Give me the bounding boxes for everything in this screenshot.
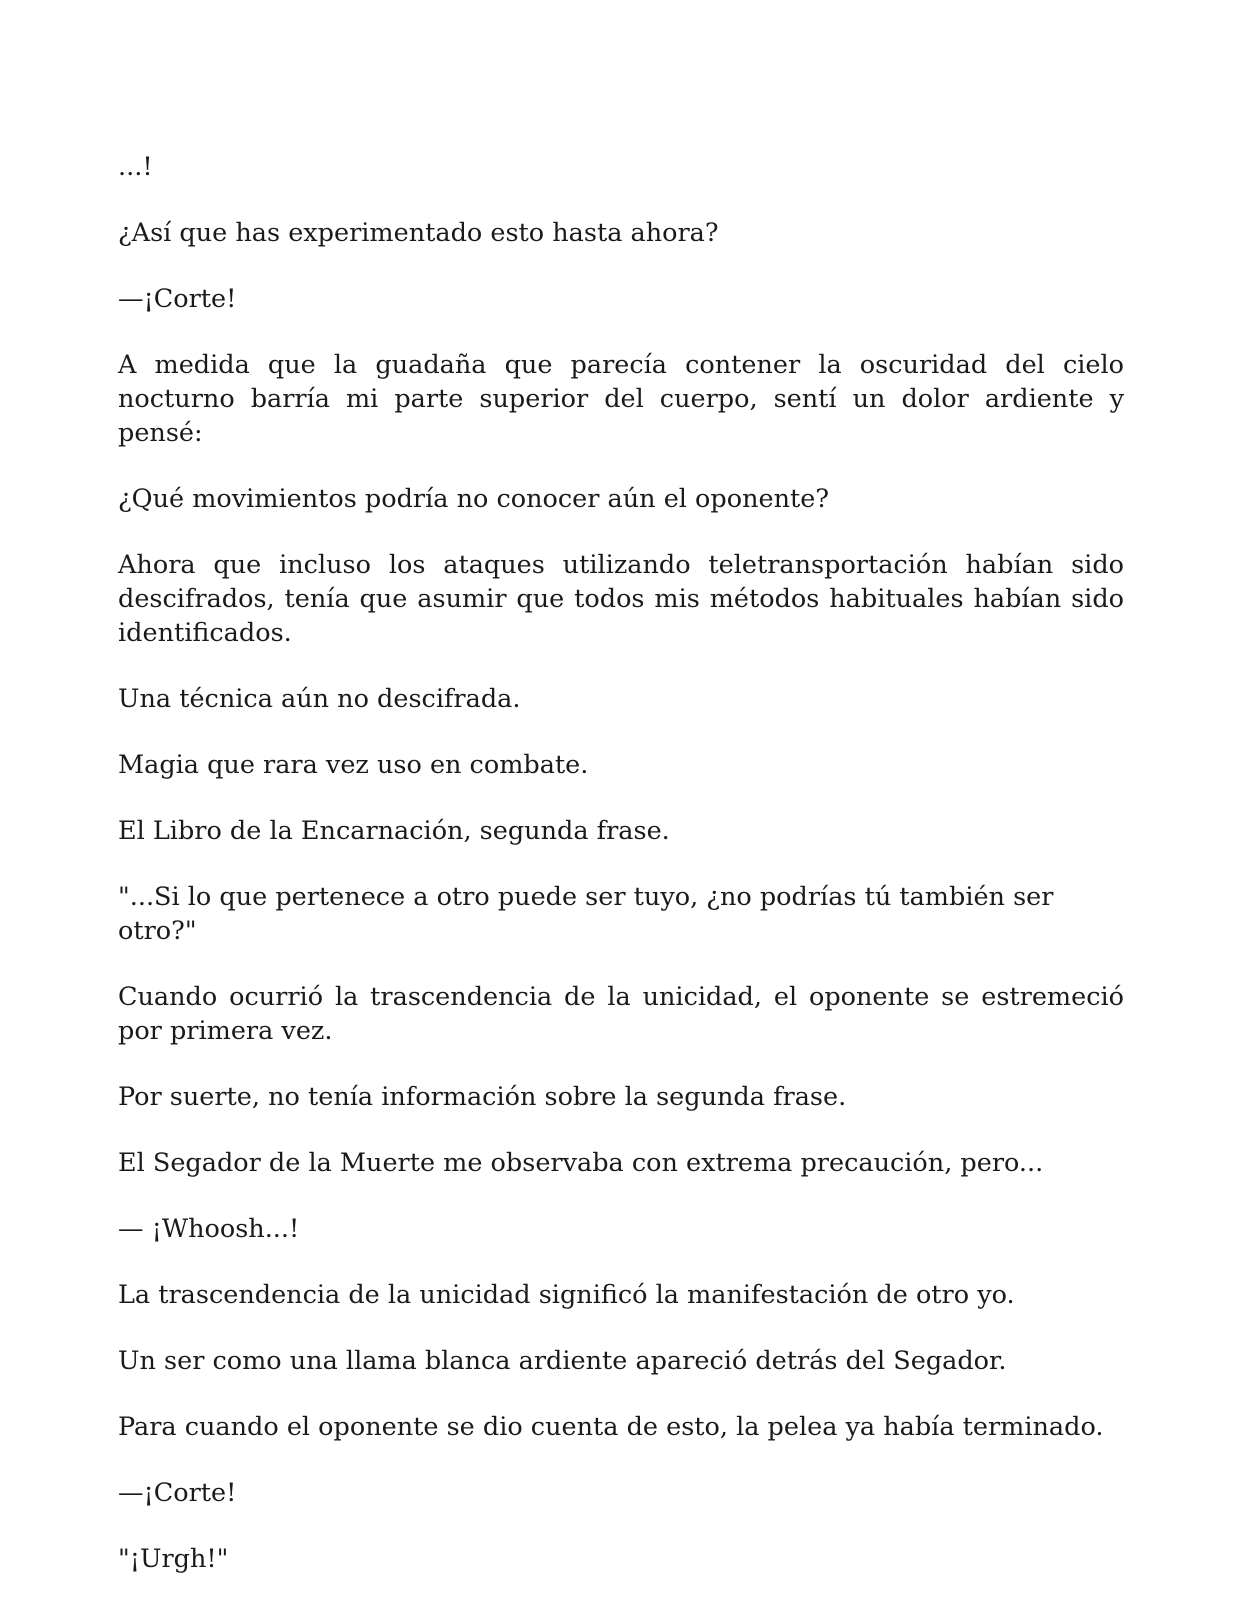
paragraph: —¡Corte! bbox=[118, 1478, 237, 1508]
paragraph: Una técnica aún no descifrada. bbox=[118, 684, 521, 714]
paragraph: "...Si lo que pertenece a otro puede ser tuyo, ¿no podrías tú también ser otro?" bbox=[118, 882, 1054, 946]
paragraph: Para cuando el oponente se dio cuenta de esto, la pelea ya había terminado. bbox=[118, 1412, 1104, 1442]
paragraph: El Segador de la Muerte me observaba con extrema precaución, pero... bbox=[118, 1148, 1044, 1178]
paragraph: La trascendencia de la unicidad significó la manifestación de otro yo. bbox=[118, 1280, 1015, 1310]
paragraph: Cuando ocurrió la trascendencia de la unicidad, el oponente se estremeció por primera vez. bbox=[118, 982, 1124, 1046]
paragraph: ...! bbox=[118, 152, 153, 182]
paragraph: Magia que rara vez uso en combate. bbox=[118, 750, 589, 780]
paragraph: Ahora que incluso los ataques utilizando teletransportación habían sido descifrados, tenía que asumir que todos mis métodos habituales habían sido identificados. bbox=[118, 550, 1124, 648]
paragraph: Por suerte, no tenía información sobre la segunda frase. bbox=[118, 1082, 847, 1112]
paragraph: —¡Corte! bbox=[118, 284, 237, 314]
paragraph: "¡Urgh!" bbox=[118, 1544, 229, 1574]
paragraph: ¿Qué movimientos podría no conocer aún el oponente? bbox=[118, 484, 830, 514]
document-body bbox=[118, 150, 1124, 1608]
paragraph: A medida que la guadaña que parecía contener la oscuridad del cielo nocturno barría mi parte superior del cuerpo, sentí un dolor ardiente y pensé: bbox=[118, 350, 1124, 448]
paragraph: El Libro de la Encarnación, segunda frase. bbox=[118, 816, 670, 846]
paragraph: ¿Así que has experimentado esto hasta ahora? bbox=[118, 218, 719, 248]
paragraph: — ¡Whoosh...! bbox=[118, 1214, 300, 1244]
paragraph: Un ser como una llama blanca ardiente apareció detrás del Segador. bbox=[118, 1346, 1007, 1376]
